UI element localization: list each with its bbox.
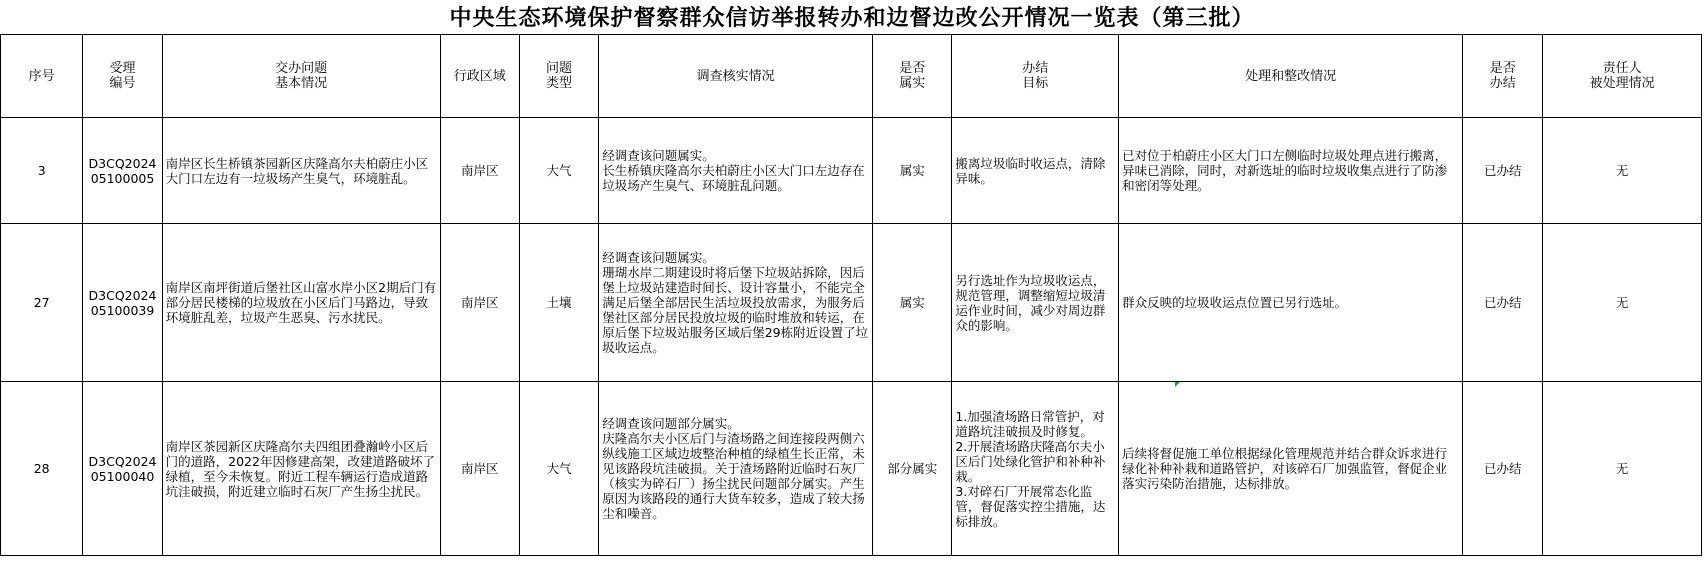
header-investigation: 调查核实情况: [599, 35, 873, 118]
header-district: 行政区域: [440, 35, 519, 118]
cell-code: D3CQ202405100039: [83, 224, 162, 382]
cell-district: 南岸区: [440, 118, 519, 224]
cell-goal: 搬离垃圾临时收运点，清除异味。: [952, 118, 1119, 224]
header-issue: 交办问题 基本情况: [162, 35, 440, 118]
cell-investigation: 经调查该问题属实。 珊瑚水岸二期建设时将后堡下垃圾站拆除，因后堡上垃圾站建造时间长、设计容量小，不能完全满足后堡全部居民生活垃圾投放需求，为服务后堡社区部分居民投放垃圾的临时堆放和转运，在原后堡下垃圾站服务区域后堡29栋附近设置了垃圾收运点。: [599, 224, 873, 382]
cell-handling: 后续将督促施工单位根据绿化管理规范并结合群众诉求进行绿化补种补栽和道路管护，对该碎石厂加强监管，督促企业落实污染防治措施，达标排放。: [1119, 382, 1463, 556]
header-handling: 处理和整改情况: [1119, 35, 1463, 118]
cell-responsible: 无: [1543, 382, 1702, 556]
header-row: [1, 35, 1702, 118]
cell-investigation: 经调查该问题部分属实。 庆隆高尔夫小区后门与渣场路之间连接段两侧六纵线施工区域边坡整治种植的绿植生长正常，未见该路段坑洼破损。关于渣场路附近临时石灰厂（核实为碎石厂）扬尘扰民问题部分属实。产生原因为该路段的通行大货车较多，造成了较大扬尘和噪音。: [599, 382, 873, 556]
cell-done: 已办结: [1463, 224, 1543, 382]
cell-verified: 属实: [873, 224, 952, 382]
table-row: [1, 382, 1702, 556]
cell-issue: 南岸区茶园新区庆隆高尔夫四组团叠瀚岭小区后门的道路，2022年因修建高架，改建道路破坏了绿植，至今未恢复。附近工程车辆运行造成道路坑洼破损，附近建立临时石灰厂产生扬尘扰民。: [162, 382, 440, 556]
cell-issue: 南岸区长生桥镇茶园新区庆隆高尔夫柏蔚庄小区大门口左边有一垃圾场产生臭气，环境脏乱。: [162, 118, 440, 224]
header-verified: 是否 属实: [873, 35, 952, 118]
cell-code: D3CQ202405100005: [83, 118, 162, 224]
cell-type: 大气: [519, 382, 598, 556]
header-code: 受理 编号: [83, 35, 162, 118]
cell-seq: 28: [1, 382, 83, 556]
cell-district: 南岸区: [440, 382, 519, 556]
complaint-table: [0, 34, 1702, 556]
cell-responsible: 无: [1543, 224, 1702, 382]
cell-done: 已办结: [1463, 118, 1543, 224]
cell-responsible: 无: [1543, 118, 1702, 224]
cell-type: 大气: [519, 118, 598, 224]
cell-goal: 1.加强渣场路日常管护，对道路坑洼破损及时修复。 2.开展渣场路庆隆高尔夫小区后门处绿化管护和补种补栽。 3.对碎石厂开展常态化监管，督促落实控尘措施，达标排放。: [952, 382, 1119, 556]
header-type: 问题 类型: [519, 35, 598, 118]
table-title: 中央生态环境保护督察群众信访举报转办和边督边改公开情况一览表（第三批）: [449, 5, 1255, 31]
cell-done: 已办结: [1463, 382, 1543, 556]
cell-goal: 另行选址作为垃圾收运点，规范管理，调整缩短垃圾清运作业时间，减少对周边群众的影响。: [952, 224, 1119, 382]
cell-type: 土壤: [519, 224, 598, 382]
table-row: [1, 224, 1702, 382]
header-seq: 序号: [1, 35, 83, 118]
cell-issue: 南岸区南坪街道后堡社区山富水岸小区2期后门有部分居民楼梯的垃圾放在小区后门马路边，导致环境脏乱差，垃圾产生恶臭、污水扰民。: [162, 224, 440, 382]
cell-district: 南岸区: [440, 224, 519, 382]
cell-handling: 已对位于柏蔚庄小区大门口左侧临时垃圾处理点进行搬离，异味已消除，同时，对新选址的临时垃圾收集点进行了防渗和密闭等处理。: [1119, 118, 1463, 224]
table-row: [1, 118, 1702, 224]
header-goal: 办结 目标: [952, 35, 1119, 118]
cell-verified: 部分属实: [873, 382, 952, 556]
cell-comment-marker-icon: [1175, 382, 1180, 387]
cell-investigation: 经调查该问题属实。 长生桥镇庆隆高尔夫柏蔚庄小区大门口左边存在垃圾场产生臭气、环境脏乱问题。: [599, 118, 873, 224]
cell-handling: 群众反映的垃圾收运点位置已另行选址。: [1119, 224, 1463, 382]
header-responsible: 责任人 被处理情况: [1543, 35, 1702, 118]
cell-verified: 属实: [873, 118, 952, 224]
cell-seq: 27: [1, 224, 83, 382]
header-done: 是否 办结: [1463, 35, 1543, 118]
cell-seq: 3: [1, 118, 83, 224]
cell-code: D3CQ202405100040: [83, 382, 162, 556]
